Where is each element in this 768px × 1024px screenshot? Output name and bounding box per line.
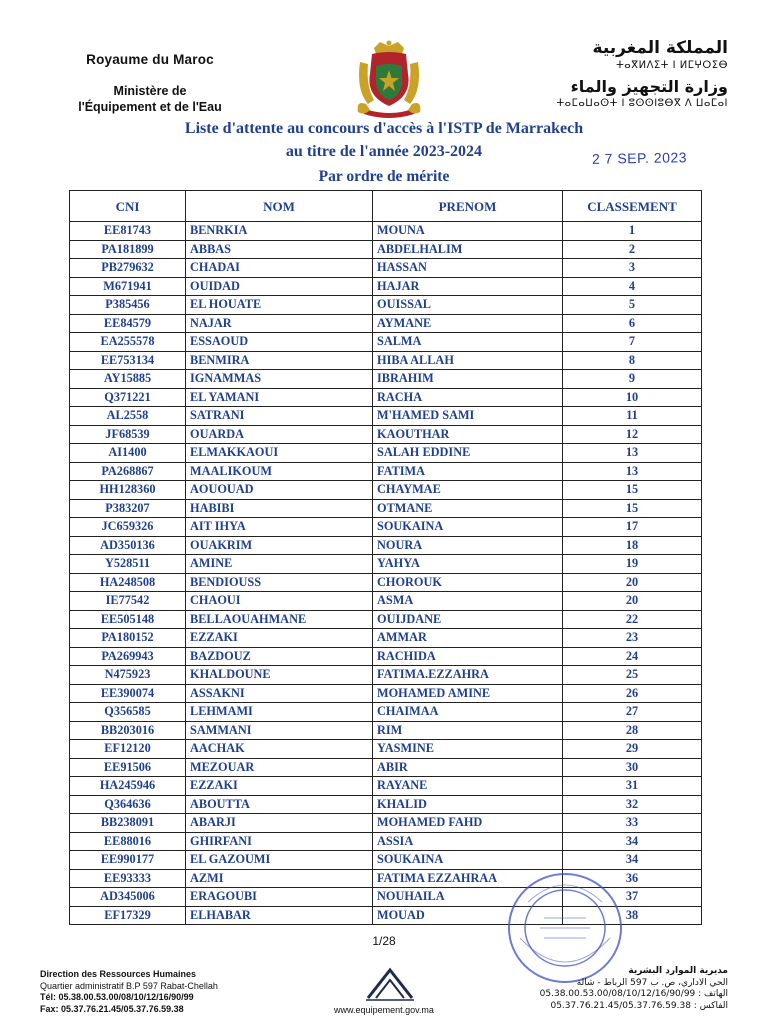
cell-cni: Q364636 bbox=[70, 795, 186, 814]
cell-nom: KHALDOUNE bbox=[186, 666, 373, 685]
footer-department-arabic: مديرية الموارد البشرية bbox=[628, 966, 728, 976]
cell-cni: P383207 bbox=[70, 499, 186, 518]
cell-classement: 33 bbox=[563, 814, 702, 833]
cell-classement: 25 bbox=[563, 666, 702, 685]
cell-prenom: MOHAMED AMINE bbox=[373, 684, 563, 703]
cell-classement: 29 bbox=[563, 740, 702, 759]
cell-cni: PA269943 bbox=[70, 647, 186, 666]
table-row bbox=[70, 407, 702, 426]
cell-cni: HH128360 bbox=[70, 481, 186, 500]
cell-nom: MAALIKOUM bbox=[186, 462, 373, 481]
cell-nom: ASSAKNI bbox=[186, 684, 373, 703]
header-left bbox=[40, 52, 260, 115]
cell-prenom: HASSAN bbox=[373, 259, 563, 278]
cell-prenom: AYMANE bbox=[373, 314, 563, 333]
cell-classement: 15 bbox=[563, 499, 702, 518]
cell-cni: AL2558 bbox=[70, 407, 186, 426]
cell-prenom: KAOUTHAR bbox=[373, 425, 563, 444]
table-row bbox=[70, 758, 702, 777]
document-title: Liste d'attente au concours d'accès à l'ISTP de Marrakech bbox=[184, 120, 584, 137]
cell-nom: BENMIRA bbox=[186, 351, 373, 370]
cell-classement: 10 bbox=[563, 388, 702, 407]
cell-prenom: M'HAMED SAMI bbox=[373, 407, 563, 426]
cell-classement: 23 bbox=[563, 629, 702, 648]
cell-cni: PA180152 bbox=[70, 629, 186, 648]
table-row bbox=[70, 462, 702, 481]
table-row bbox=[70, 777, 702, 796]
cell-classement: 28 bbox=[563, 721, 702, 740]
table-row bbox=[70, 721, 702, 740]
cell-prenom: HAJAR bbox=[373, 277, 563, 296]
cell-cni: AD350136 bbox=[70, 536, 186, 555]
cell-cni: IE77542 bbox=[70, 592, 186, 611]
cell-classement: 27 bbox=[563, 703, 702, 722]
cell-classement: 20 bbox=[563, 573, 702, 592]
cell-cni: EE91506 bbox=[70, 758, 186, 777]
cell-nom: AOUOUAD bbox=[186, 481, 373, 500]
cell-classement: 12 bbox=[563, 425, 702, 444]
cell-classement: 13 bbox=[563, 444, 702, 463]
table-row bbox=[70, 259, 702, 278]
cell-cni: AY15885 bbox=[70, 370, 186, 389]
ministry-logo-icon bbox=[362, 964, 418, 1004]
date-stamp: 2 7 SEP. 2023 bbox=[591, 149, 688, 167]
cell-cni: PA268867 bbox=[70, 462, 186, 481]
cell-prenom: CHAYMAE bbox=[373, 481, 563, 500]
table-row bbox=[70, 296, 702, 315]
table-row bbox=[70, 388, 702, 407]
footer-department: Direction des Ressources Humaines bbox=[40, 969, 197, 979]
column-header-nom: NOM bbox=[186, 191, 373, 222]
cell-nom: BENDIOUSS bbox=[186, 573, 373, 592]
cell-classement: 3 bbox=[563, 259, 702, 278]
cell-cni: HA245946 bbox=[70, 777, 186, 796]
ranking-caption: Par ordre de mérite bbox=[318, 168, 450, 185]
table-row bbox=[70, 629, 702, 648]
cell-classement: 18 bbox=[563, 536, 702, 555]
cell-prenom: RACHIDA bbox=[373, 647, 563, 666]
footer-fax-arabic: الفاكس : 05.37.76.21.45/05.37.76.59.38 bbox=[550, 1000, 728, 1011]
cell-cni: EE505148 bbox=[70, 610, 186, 629]
table-row bbox=[70, 222, 702, 241]
table-row bbox=[70, 536, 702, 555]
footer-right bbox=[540, 966, 728, 1012]
cell-classement: 31 bbox=[563, 777, 702, 796]
table-row bbox=[70, 851, 702, 870]
cell-classement: 13 bbox=[563, 462, 702, 481]
cell-prenom: SALMA bbox=[373, 333, 563, 352]
cell-nom: OUARDA bbox=[186, 425, 373, 444]
cell-cni: N475923 bbox=[70, 666, 186, 685]
footer-fax: Fax: 05.37.76.21.45/05.37.76.59.38 bbox=[40, 1003, 184, 1014]
cell-nom: SAMMANI bbox=[186, 721, 373, 740]
document-subtitle: au titre de l'année 2023-2024 bbox=[285, 143, 483, 160]
cell-nom: CHADAI bbox=[186, 259, 373, 278]
table-body bbox=[70, 222, 702, 925]
cell-prenom: ABIR bbox=[373, 758, 563, 777]
cell-cni: BB203016 bbox=[70, 721, 186, 740]
table-row bbox=[70, 481, 702, 500]
table-row bbox=[70, 333, 702, 352]
footer-phone-arabic: الهاتف : 05.38.00.53.00/08/10/12/16/90/99 bbox=[539, 989, 728, 999]
cell-classement: 30 bbox=[563, 758, 702, 777]
table-row bbox=[70, 444, 702, 463]
cell-prenom: CHOROUK bbox=[373, 573, 563, 592]
moroccan-coat-of-arms-logo bbox=[352, 40, 426, 120]
cell-nom: EL GAZOUMI bbox=[186, 851, 373, 870]
cell-classement: 32 bbox=[563, 795, 702, 814]
ministry-arabic-label: وزارة التجهيز والماء bbox=[570, 77, 728, 96]
cell-nom: BAZDOUZ bbox=[186, 647, 373, 666]
cell-prenom: SOUKAINA bbox=[373, 518, 563, 537]
cell-classement: 1 bbox=[563, 222, 702, 241]
cell-cni: EE88016 bbox=[70, 832, 186, 851]
cell-nom: LEHMAMI bbox=[186, 703, 373, 722]
cell-nom: AIT IHYA bbox=[186, 518, 373, 537]
cell-prenom: OUISSAL bbox=[373, 296, 563, 315]
cell-cni: EE990177 bbox=[70, 851, 186, 870]
cell-prenom: MOHAMED FAHD bbox=[373, 814, 563, 833]
table-row bbox=[70, 666, 702, 685]
table-row bbox=[70, 518, 702, 537]
table-row bbox=[70, 832, 702, 851]
table-row bbox=[70, 610, 702, 629]
table-row bbox=[70, 425, 702, 444]
cell-cni: JC659326 bbox=[70, 518, 186, 537]
cell-cni: EE93333 bbox=[70, 869, 186, 888]
cell-nom: BELLAOUAHMANE bbox=[186, 610, 373, 629]
cell-cni: EE390074 bbox=[70, 684, 186, 703]
cell-classement: 22 bbox=[563, 610, 702, 629]
cell-classement: 6 bbox=[563, 314, 702, 333]
cell-classement: 11 bbox=[563, 407, 702, 426]
cell-prenom: FATIMA bbox=[373, 462, 563, 481]
column-header-classement: CLASSEMENT bbox=[563, 191, 702, 222]
table-header-row bbox=[70, 191, 702, 222]
table-row bbox=[70, 370, 702, 389]
cell-nom: AMINE bbox=[186, 555, 373, 574]
cell-nom: HABIBI bbox=[186, 499, 373, 518]
cell-nom: EL YAMANI bbox=[186, 388, 373, 407]
cell-nom: ESSAOUD bbox=[186, 333, 373, 352]
cell-classement: 2 bbox=[563, 240, 702, 259]
kingdom-label: Royaume du Maroc bbox=[86, 52, 214, 67]
footer-website: www.equipement.gov.ma bbox=[334, 1005, 434, 1015]
cell-cni: Q371221 bbox=[70, 388, 186, 407]
cell-nom: IGNAMMAS bbox=[186, 370, 373, 389]
header-right bbox=[528, 38, 728, 109]
footer-phone: Tél: 05.38.00.53.00/08/10/12/16/90/99 bbox=[40, 992, 194, 1002]
cell-cni: EA255578 bbox=[70, 333, 186, 352]
cell-prenom: IBRAHIM bbox=[373, 370, 563, 389]
cell-nom: ELMAKKAOUI bbox=[186, 444, 373, 463]
cell-prenom: ASMA bbox=[373, 592, 563, 611]
cell-cni: Q356585 bbox=[70, 703, 186, 722]
cell-nom: CHAOUI bbox=[186, 592, 373, 611]
cell-prenom: CHAIMAA bbox=[373, 703, 563, 722]
cell-classement: 7 bbox=[563, 333, 702, 352]
cell-nom: BENRKIA bbox=[186, 222, 373, 241]
cell-cni: HA248508 bbox=[70, 573, 186, 592]
table-row bbox=[70, 703, 702, 722]
cell-classement: 24 bbox=[563, 647, 702, 666]
cell-nom: GHIRFANI bbox=[186, 832, 373, 851]
cell-classement: 5 bbox=[563, 296, 702, 315]
cell-cni: EE753134 bbox=[70, 351, 186, 370]
waiting-list-table bbox=[69, 190, 702, 925]
cell-nom: AZMI bbox=[186, 869, 373, 888]
cell-classement: 38 bbox=[563, 906, 702, 925]
cell-cni: PB279632 bbox=[70, 259, 186, 278]
cell-cni: AI1400 bbox=[70, 444, 186, 463]
cell-prenom: OUIJDANE bbox=[373, 610, 563, 629]
cell-nom: OUAKRIM bbox=[186, 536, 373, 555]
cell-classement: 26 bbox=[563, 684, 702, 703]
table-row bbox=[70, 647, 702, 666]
cell-classement: 20 bbox=[563, 592, 702, 611]
page-number: 1/28 bbox=[372, 934, 396, 948]
cell-prenom: MOUNA bbox=[373, 222, 563, 241]
cell-nom: ABOUTTA bbox=[186, 795, 373, 814]
cell-cni: AD345006 bbox=[70, 888, 186, 907]
cell-prenom: KHALID bbox=[373, 795, 563, 814]
cell-nom: ERAGOUBI bbox=[186, 888, 373, 907]
cell-prenom: FATIMA EZZAHRAA bbox=[373, 869, 563, 888]
footer-address-arabic: الحي الاداري، ص. ب 597 الرباط - شالة bbox=[576, 977, 728, 988]
cell-prenom: NOUHAILA bbox=[373, 888, 563, 907]
table-row bbox=[70, 740, 702, 759]
cell-nom: EZZAKI bbox=[186, 629, 373, 648]
cell-prenom: RIM bbox=[373, 721, 563, 740]
table-row bbox=[70, 684, 702, 703]
table-row bbox=[70, 351, 702, 370]
cell-cni: EE84579 bbox=[70, 314, 186, 333]
cell-prenom: ASSIA bbox=[373, 832, 563, 851]
cell-classement: 17 bbox=[563, 518, 702, 537]
cell-nom: ABBAS bbox=[186, 240, 373, 259]
table-row bbox=[70, 814, 702, 833]
cell-classement: 9 bbox=[563, 370, 702, 389]
kingdom-arabic-label: المملكة المغربية bbox=[592, 38, 728, 58]
cell-cni: JF68539 bbox=[70, 425, 186, 444]
cell-classement: 34 bbox=[563, 851, 702, 870]
table-row bbox=[70, 795, 702, 814]
cell-prenom: ABDELHALIM bbox=[373, 240, 563, 259]
footer-address: Quartier administratif B.P 597 Rabat-Chellah bbox=[40, 980, 218, 991]
cell-classement: 19 bbox=[563, 555, 702, 574]
cell-prenom: HIBA ALLAH bbox=[373, 351, 563, 370]
table-row bbox=[70, 592, 702, 611]
cell-prenom: YAHYA bbox=[373, 555, 563, 574]
cell-classement: 37 bbox=[563, 888, 702, 907]
cell-classement: 15 bbox=[563, 481, 702, 500]
ministry-tifinagh-label: ⵜⴰⵎⴰⵡⴰⵙⵜ ⵏ ⵓⵙⵙⵏⵓⴱⴳ ⴷ ⵡⴰⵎⴰⵏ bbox=[556, 98, 728, 109]
cell-classement: 8 bbox=[563, 351, 702, 370]
cell-prenom: RAYANE bbox=[373, 777, 563, 796]
cell-nom: ELHABAR bbox=[186, 906, 373, 925]
table-row bbox=[70, 555, 702, 574]
cell-cni: PA181899 bbox=[70, 240, 186, 259]
cell-cni: M671941 bbox=[70, 277, 186, 296]
cell-prenom: YASMINE bbox=[373, 740, 563, 759]
cell-nom: OUIDAD bbox=[186, 277, 373, 296]
cell-prenom: SALAH EDDINE bbox=[373, 444, 563, 463]
ministry-label: Ministère de l'Équipement et de l'Eau bbox=[78, 84, 222, 114]
table-row bbox=[70, 240, 702, 259]
kingdom-tifinagh-label: ⵜⴰⴳⵍⴷⵉⵜ ⵏ ⵍⵎⵖⵔⵉⴱ bbox=[616, 60, 728, 71]
cell-cni: EF12120 bbox=[70, 740, 186, 759]
cell-classement: 4 bbox=[563, 277, 702, 296]
cell-nom: AACHAK bbox=[186, 740, 373, 759]
cell-cni: EE81743 bbox=[70, 222, 186, 241]
cell-nom: SATRANI bbox=[186, 407, 373, 426]
cell-prenom: SOUKAINA bbox=[373, 851, 563, 870]
cell-cni: EF17329 bbox=[70, 906, 186, 925]
table-row bbox=[70, 573, 702, 592]
cell-nom: NAJAR bbox=[186, 314, 373, 333]
column-header-cni: CNI bbox=[70, 191, 186, 222]
cell-prenom: RACHA bbox=[373, 388, 563, 407]
cell-cni: P385456 bbox=[70, 296, 186, 315]
cell-classement: 34 bbox=[563, 832, 702, 851]
cell-nom: MEZOUAR bbox=[186, 758, 373, 777]
cell-prenom: AMMAR bbox=[373, 629, 563, 648]
cell-prenom: FATIMA.EZZAHRA bbox=[373, 666, 563, 685]
cell-prenom: OTMANE bbox=[373, 499, 563, 518]
cell-nom: ABARJI bbox=[186, 814, 373, 833]
table-row bbox=[70, 499, 702, 518]
cell-nom: EZZAKI bbox=[186, 777, 373, 796]
cell-classement: 36 bbox=[563, 869, 702, 888]
cell-cni: Y528511 bbox=[70, 555, 186, 574]
cell-prenom: MOUAD bbox=[373, 906, 563, 925]
cell-nom: EL HOUATE bbox=[186, 296, 373, 315]
table-row bbox=[70, 314, 702, 333]
cell-prenom: NOURA bbox=[373, 536, 563, 555]
cell-cni: BB238091 bbox=[70, 814, 186, 833]
table-row bbox=[70, 277, 702, 296]
column-header-prenom: PRENOM bbox=[373, 191, 563, 222]
